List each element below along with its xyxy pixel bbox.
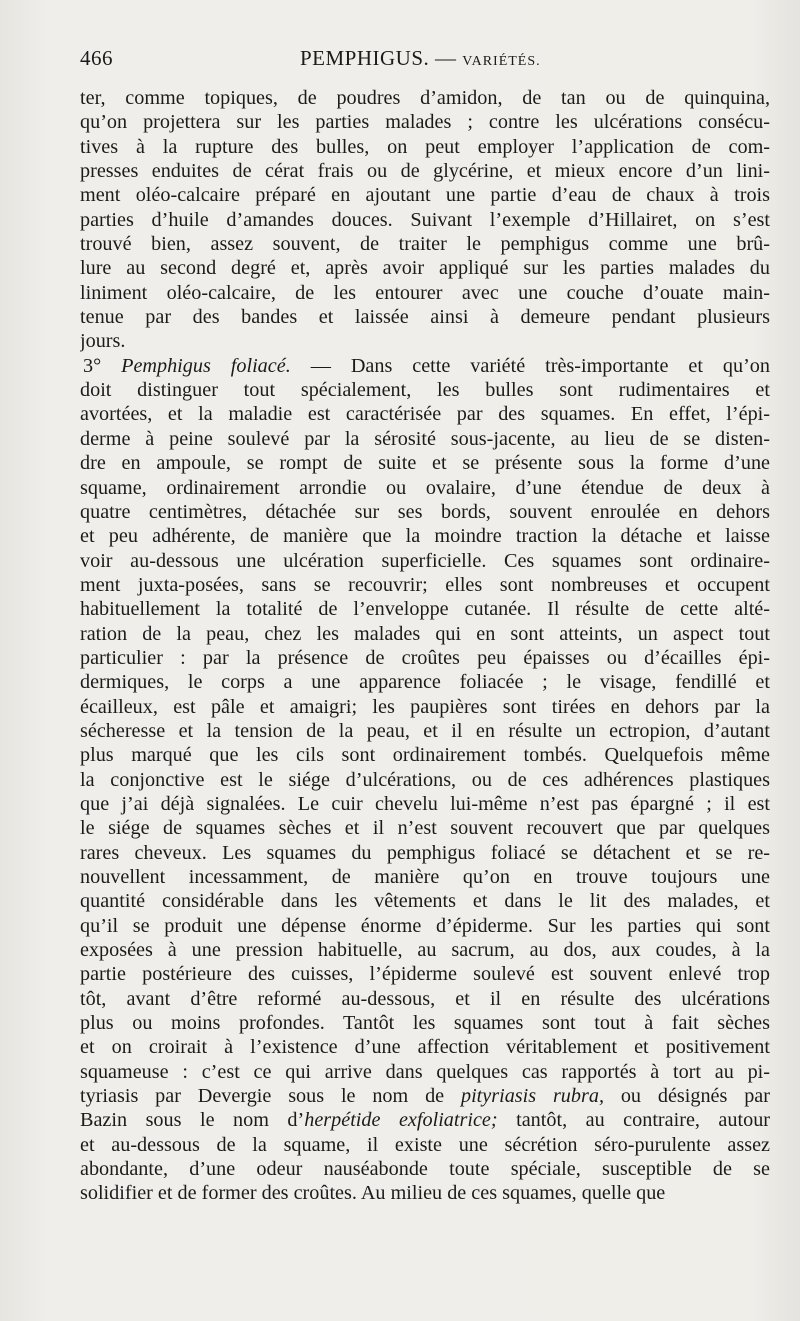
text-line: plus ou moins profondes. Tantôt les squames sont tout à fait sèches — [80, 1012, 770, 1035]
text-line: particulier : par la présence de croûtes peu épaisses ou d’écailles épi- — [80, 646, 770, 669]
text-line: dermiques, le corps a une apparence foliacée ; le visage, fendillé et — [80, 671, 770, 694]
body-text — [80, 86, 770, 1206]
text-line: jours. — [80, 330, 126, 353]
text-line: doit distinguer tout spécialement, les bulles sont rudimentaires et — [80, 379, 770, 402]
text-run: ou désignés par — [604, 1085, 770, 1108]
text-line: plus marqué que les cils sont ordinairement tombés. Quelquefois même — [80, 744, 770, 767]
text-line: rares cheveux. Les squames du pemphigus foliacé se détachent et se re- — [80, 841, 770, 864]
running-title-main: PEMPHIGUS. — [300, 46, 430, 70]
text-line: trouvé bien, assez souvent, de traiter le pemphigus comme une brû- — [80, 233, 770, 256]
text-line: partie postérieure des cuisses, l’épiderme soulevé est souvent enlevé trop — [80, 963, 770, 986]
text-line: derme à peine soulevé par la sérosité sous-jacente, au lieu de se disten- — [80, 427, 770, 450]
text-line: écailleux, est pâle et amaigri; les paupières sont tirées en dehors par la — [80, 695, 770, 718]
running-header — [80, 46, 770, 78]
text-line: lure au second degré et, après avoir appliqué sur les parties malades du — [80, 257, 770, 280]
text-line: sécheresse et la tension de la peau, et il en résulte un ectropion, d’autant — [80, 719, 770, 742]
section-lead: — Dans cette variété très-importante et qu’on — [290, 354, 770, 377]
text-line: exposées à une pression habituelle, au sacrum, au dos, aux coudes, à la — [80, 939, 770, 962]
text-line — [80, 354, 770, 378]
text-line: la conjonctive est le siége d’ulcérations, ou de ces adhérences plastiques — [80, 768, 770, 791]
text-line: nouvellent incessamment, de manière qu’on en trouve toujours une — [80, 866, 770, 888]
text-line: qu’on projettera sur les parties malades ; contre les ulcérations consécu- — [80, 111, 770, 134]
running-title-separator: — — [429, 46, 463, 70]
text-line: et on croirait à l’existence d’une affection véritablement et positivement — [80, 1036, 770, 1059]
running-title-sub: VARIÉTÉS. — [462, 54, 541, 69]
running-title — [300, 46, 541, 71]
text-line: ration de la peau, chez les malades qui en sont atteints, un aspect tout — [80, 622, 770, 645]
text-line: tôt, avant d’être reformé au-dessous, et il en résulte des ulcérations — [80, 987, 770, 1010]
italic-term: pityriasis rubra, — [460, 1085, 604, 1108]
text-line: abondante, d’une odeur nauséabonde toute spéciale, susceptible de se — [80, 1158, 770, 1181]
text-line: tenue par des bandes et laissée ainsi à demeure pendant plusieurs — [80, 306, 770, 329]
text-line: ment juxta-posées, sans se recouvrir; elles sont nombreuses et occupent — [80, 573, 770, 596]
text-run: Bazin sous le nom d’ — [80, 1109, 305, 1132]
text-line: squameuse : c’est ce qui arrive dans quelques cas rapportés à tort au pi- — [80, 1060, 770, 1083]
text-line: et peu adhérente, de manière que la moindre traction la détache et laisse — [80, 525, 770, 548]
italic-term: herpétide exfoliatrice; — [304, 1109, 498, 1132]
text-line: squame, ordinairement arrondie ou ovalaire, d’une étendue de deux à — [80, 476, 770, 499]
text-line: dre en ampoule, se rompt de suite et se présente sous la forme d’une — [80, 452, 770, 475]
text-line: tives à la rupture des bulles, on peut employer l’application de com- — [80, 135, 770, 158]
text-line: ter, comme topiques, de poudres d’amidon, de tan ou de quinquina, — [80, 87, 770, 109]
text-line: habituellement la totalité de l’enveloppe cutanée. Il résulte de cette alté- — [80, 598, 770, 621]
text-line — [80, 1108, 770, 1132]
text-line: parties d’huile d’amandes douces. Suivant l’exemple d’Hillairet, on s’est — [80, 208, 770, 231]
text-line — [80, 1084, 770, 1108]
text-line: quatre centimètres, détachée sur ses bords, souvent enroulée en dehors — [80, 500, 770, 523]
text-line: liniment oléo-calcaire, de les entourer avec une couche d’ouate main- — [80, 281, 770, 304]
text-line: ment oléo-calcaire préparé en ajoutant une partie d’eau de chaux à trois — [80, 184, 770, 207]
text-line: et au-dessous de la squame, il existe une sécrétion séro-purulente assez — [80, 1133, 770, 1156]
text-line: presses enduites de cérat frais ou de glycérine, et mieux encore d’un lini- — [80, 160, 770, 183]
text-line: avortées, et la maladie est caractérisée par des squames. En effet, l’épi- — [80, 403, 770, 426]
text-line: solidifier et de former des croûtes. Au milieu de ces squames, quelle que — [80, 1182, 666, 1205]
text-run: tyriasis par Devergie sous le nom de — [80, 1085, 461, 1108]
text-line: le siége de squames sèches et il n’est souvent recouvert que par quelques — [80, 817, 770, 840]
page-number: 466 — [80, 46, 113, 70]
text-line: que j’ai déjà signalées. Le cuir chevelu lui-même n’est pas épargné ; il est — [80, 792, 770, 815]
text-line: quantité considérable dans les vêtements et dans le lit des malades, et — [80, 890, 770, 913]
section-title: Pemphigus foliacé. — [121, 354, 291, 377]
section-number: 3° — [83, 354, 102, 377]
text-line: voir au-dessous une ulcération superficielle. Ces squames sont ordinaire- — [80, 549, 770, 572]
text-run: tantôt, au contraire, autour — [497, 1109, 770, 1132]
text-line: qu’il se produit une dépense énorme d’épiderme. Sur les parties qui sont — [80, 914, 770, 937]
